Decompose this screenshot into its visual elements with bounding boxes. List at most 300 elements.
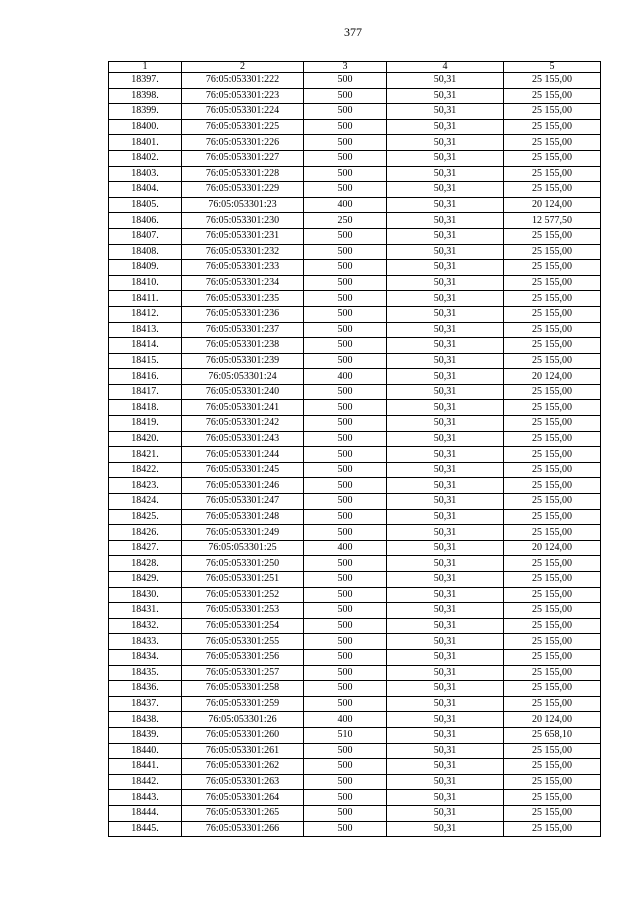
cadastral-number-cell: 76:05:053301:26 [182,712,304,728]
table-row [109,369,601,385]
row-number-cell: 18444. [109,805,182,821]
amount-cell: 25 155,00 [504,649,601,665]
amount-cell: 25 155,00 [504,696,601,712]
row-number-cell: 18400. [109,119,182,135]
row-number-cell: 18421. [109,447,182,463]
amount-cell: 25 155,00 [504,88,601,104]
amount-cell: 25 155,00 [504,743,601,759]
table-row [109,681,601,697]
amount-cell: 25 155,00 [504,338,601,354]
amount-cell: 25 155,00 [504,509,601,525]
row-number-cell: 18422. [109,462,182,478]
rate-cell: 50,31 [387,743,504,759]
rate-cell: 50,31 [387,618,504,634]
cadastral-number-cell: 76:05:053301:262 [182,759,304,775]
cadastral-number-cell: 76:05:053301:255 [182,634,304,650]
table-row [109,228,601,244]
table-row [109,587,601,603]
amount-cell: 25 155,00 [504,150,601,166]
table-row [109,743,601,759]
rate-cell: 50,31 [387,462,504,478]
cadastral-number-cell: 76:05:053301:232 [182,244,304,260]
amount-cell: 20 124,00 [504,540,601,556]
cadastral-number-cell: 76:05:053301:245 [182,462,304,478]
area-cell: 500 [304,353,387,369]
row-number-cell: 18407. [109,228,182,244]
area-cell: 500 [304,384,387,400]
area-cell: 400 [304,369,387,385]
amount-cell: 25 155,00 [504,73,601,89]
cadastral-number-cell: 76:05:053301:248 [182,509,304,525]
cadastral-number-cell: 76:05:053301:230 [182,213,304,229]
table-row [109,338,601,354]
row-number-cell: 18425. [109,509,182,525]
area-cell: 500 [304,665,387,681]
area-cell: 500 [304,104,387,120]
rate-cell: 50,31 [387,634,504,650]
amount-cell: 20 124,00 [504,369,601,385]
area-cell: 500 [304,228,387,244]
rate-cell: 50,31 [387,135,504,151]
rate-cell: 50,31 [387,431,504,447]
rate-cell: 50,31 [387,774,504,790]
table-row [109,88,601,104]
table-row [109,431,601,447]
cadastral-number-cell: 76:05:053301:241 [182,400,304,416]
area-cell: 500 [304,291,387,307]
cadastral-number-cell: 76:05:053301:223 [182,88,304,104]
row-number-cell: 18406. [109,213,182,229]
row-number-cell: 18413. [109,322,182,338]
area-cell: 500 [304,774,387,790]
registry-table-body [109,62,601,837]
row-number-cell: 18429. [109,572,182,588]
cadastral-number-cell: 76:05:053301:239 [182,353,304,369]
cadastral-number-cell: 76:05:053301:249 [182,525,304,541]
rate-cell: 50,31 [387,384,504,400]
table-row [109,73,601,89]
table-row [109,712,601,728]
amount-cell: 25 155,00 [504,182,601,198]
cadastral-number-cell: 76:05:053301:259 [182,696,304,712]
area-cell: 500 [304,244,387,260]
table-row [109,400,601,416]
amount-cell: 25 155,00 [504,306,601,322]
cadastral-number-cell: 76:05:053301:253 [182,603,304,619]
area-cell: 500 [304,306,387,322]
table-row [109,665,601,681]
table-row [109,540,601,556]
table-row [109,213,601,229]
table-row [109,572,601,588]
table-row [109,805,601,821]
area-cell: 500 [304,525,387,541]
amount-cell: 25 155,00 [504,104,601,120]
table-row [109,790,601,806]
rate-cell: 50,31 [387,150,504,166]
table-row [109,275,601,291]
cadastral-number-cell: 76:05:053301:234 [182,275,304,291]
cadastral-number-cell: 76:05:053301:236 [182,306,304,322]
rate-cell: 50,31 [387,244,504,260]
amount-cell: 20 124,00 [504,712,601,728]
rate-cell: 50,31 [387,275,504,291]
row-number-cell: 18433. [109,634,182,650]
amount-cell: 25 155,00 [504,275,601,291]
row-number-cell: 18415. [109,353,182,369]
rate-cell: 50,31 [387,369,504,385]
rate-cell: 50,31 [387,197,504,213]
table-row [109,821,601,837]
area-cell: 500 [304,509,387,525]
rate-cell: 50,31 [387,587,504,603]
cadastral-number-cell: 76:05:053301:227 [182,150,304,166]
cadastral-number-cell: 76:05:053301:242 [182,416,304,432]
row-number-cell: 18414. [109,338,182,354]
cadastral-number-cell: 76:05:053301:247 [182,494,304,510]
rate-cell: 50,31 [387,665,504,681]
area-cell: 500 [304,88,387,104]
amount-cell: 25 155,00 [504,556,601,572]
cadastral-number-cell: 76:05:053301:243 [182,431,304,447]
amount-cell: 25 155,00 [504,759,601,775]
cadastral-number-cell: 76:05:053301:231 [182,228,304,244]
amount-cell: 25 155,00 [504,665,601,681]
area-cell: 500 [304,743,387,759]
rate-cell: 50,31 [387,213,504,229]
table-row [109,104,601,120]
row-number-cell: 18424. [109,494,182,510]
area-cell: 500 [304,696,387,712]
area-cell: 500 [304,338,387,354]
rate-cell: 50,31 [387,509,504,525]
area-cell: 500 [304,150,387,166]
area-cell: 250 [304,213,387,229]
cadastral-number-cell: 76:05:053301:246 [182,478,304,494]
area-cell: 500 [304,618,387,634]
table-row [109,727,601,743]
cadastral-number-cell: 76:05:053301:252 [182,587,304,603]
area-cell: 500 [304,634,387,650]
table-row [109,634,601,650]
amount-cell: 25 155,00 [504,462,601,478]
rate-cell: 50,31 [387,306,504,322]
page-number: 377 [344,25,362,39]
table-row [109,774,601,790]
rate-cell: 50,31 [387,478,504,494]
row-number-cell: 18416. [109,369,182,385]
area-cell: 400 [304,712,387,728]
rate-cell: 50,31 [387,712,504,728]
rate-cell: 50,31 [387,416,504,432]
cadastral-number-cell: 76:05:053301:256 [182,649,304,665]
row-number-cell: 18432. [109,618,182,634]
area-cell: 500 [304,681,387,697]
amount-cell: 25 658,10 [504,727,601,743]
cadastral-number-cell: 76:05:053301:23 [182,197,304,213]
area-cell: 500 [304,135,387,151]
rate-cell: 50,31 [387,556,504,572]
amount-cell: 25 155,00 [504,587,601,603]
area-cell: 500 [304,556,387,572]
rate-cell: 50,31 [387,790,504,806]
row-number-cell: 18439. [109,727,182,743]
area-cell: 500 [304,400,387,416]
cadastral-number-cell: 76:05:053301:240 [182,384,304,400]
row-number-cell: 18405. [109,197,182,213]
area-cell: 500 [304,649,387,665]
column-header: 4 [387,62,504,73]
table-row [109,166,601,182]
row-number-cell: 18434. [109,649,182,665]
table-row [109,696,601,712]
row-number-cell: 18412. [109,306,182,322]
row-number-cell: 18401. [109,135,182,151]
amount-cell: 25 155,00 [504,478,601,494]
amount-cell: 25 155,00 [504,774,601,790]
rate-cell: 50,31 [387,494,504,510]
row-number-cell: 18404. [109,182,182,198]
cadastral-number-cell: 76:05:053301:24 [182,369,304,385]
rate-cell: 50,31 [387,447,504,463]
area-cell: 500 [304,572,387,588]
table-row [109,494,601,510]
amount-cell: 12 577,50 [504,213,601,229]
cadastral-number-cell: 76:05:053301:238 [182,338,304,354]
amount-cell: 25 155,00 [504,525,601,541]
cadastral-number-cell: 76:05:053301:229 [182,182,304,198]
rate-cell: 50,31 [387,291,504,307]
rate-cell: 50,31 [387,338,504,354]
rate-cell: 50,31 [387,649,504,665]
table-row [109,353,601,369]
row-number-cell: 18438. [109,712,182,728]
area-cell: 500 [304,182,387,198]
table-row [109,244,601,260]
table-row [109,322,601,338]
amount-cell: 25 155,00 [504,416,601,432]
area-cell: 500 [304,322,387,338]
area-cell: 500 [304,759,387,775]
amount-cell: 25 155,00 [504,135,601,151]
cadastral-number-cell: 76:05:053301:263 [182,774,304,790]
table-row [109,618,601,634]
table-row [109,478,601,494]
table-row [109,525,601,541]
cadastral-number-cell: 76:05:053301:254 [182,618,304,634]
cadastral-number-cell: 76:05:053301:233 [182,260,304,276]
rate-cell: 50,31 [387,525,504,541]
amount-cell: 25 155,00 [504,634,601,650]
row-number-cell: 18437. [109,696,182,712]
row-number-cell: 18402. [109,150,182,166]
amount-cell: 25 155,00 [504,119,601,135]
amount-cell: 25 155,00 [504,291,601,307]
row-number-cell: 18408. [109,244,182,260]
rate-cell: 50,31 [387,260,504,276]
amount-cell: 25 155,00 [504,572,601,588]
row-number-cell: 18420. [109,431,182,447]
amount-cell: 25 155,00 [504,821,601,837]
rate-cell: 50,31 [387,353,504,369]
rate-cell: 50,31 [387,182,504,198]
row-number-cell: 18411. [109,291,182,307]
table-row [109,649,601,665]
area-cell: 500 [304,603,387,619]
cadastral-number-cell: 76:05:053301:224 [182,104,304,120]
rate-cell: 50,31 [387,73,504,89]
amount-cell: 25 155,00 [504,166,601,182]
cadastral-number-cell: 76:05:053301:260 [182,727,304,743]
row-number-cell: 18398. [109,88,182,104]
table-row [109,509,601,525]
amount-cell: 25 155,00 [504,400,601,416]
header-row [109,62,601,73]
rate-cell: 50,31 [387,88,504,104]
area-cell: 500 [304,478,387,494]
amount-cell: 25 155,00 [504,353,601,369]
table-row [109,556,601,572]
area-cell: 500 [304,821,387,837]
amount-cell: 25 155,00 [504,260,601,276]
column-header: 1 [109,62,182,73]
cadastral-number-cell: 76:05:053301:225 [182,119,304,135]
table-row [109,291,601,307]
area-cell: 500 [304,416,387,432]
table-row [109,447,601,463]
area-cell: 500 [304,275,387,291]
row-number-cell: 18403. [109,166,182,182]
row-number-cell: 18399. [109,104,182,120]
rate-cell: 50,31 [387,727,504,743]
area-cell: 500 [304,447,387,463]
area-cell: 510 [304,727,387,743]
amount-cell: 25 155,00 [504,790,601,806]
area-cell: 500 [304,587,387,603]
row-number-cell: 18430. [109,587,182,603]
row-number-cell: 18419. [109,416,182,432]
rate-cell: 50,31 [387,696,504,712]
cadastral-number-cell: 76:05:053301:226 [182,135,304,151]
rate-cell: 50,31 [387,759,504,775]
amount-cell: 25 155,00 [504,228,601,244]
row-number-cell: 18428. [109,556,182,572]
area-cell: 500 [304,260,387,276]
amount-cell: 25 155,00 [504,447,601,463]
row-number-cell: 18443. [109,790,182,806]
row-number-cell: 18423. [109,478,182,494]
rate-cell: 50,31 [387,805,504,821]
column-header: 2 [182,62,304,73]
cadastral-number-cell: 76:05:053301:257 [182,665,304,681]
rate-cell: 50,31 [387,400,504,416]
table-row [109,119,601,135]
amount-cell: 25 155,00 [504,603,601,619]
table-row [109,150,601,166]
rate-cell: 50,31 [387,322,504,338]
cadastral-number-cell: 76:05:053301:264 [182,790,304,806]
table-row [109,416,601,432]
table-row [109,306,601,322]
cadastral-number-cell: 76:05:053301:250 [182,556,304,572]
amount-cell: 25 155,00 [504,805,601,821]
cadastral-number-cell: 76:05:053301:251 [182,572,304,588]
area-cell: 500 [304,431,387,447]
cadastral-number-cell: 76:05:053301:244 [182,447,304,463]
row-number-cell: 18397. [109,73,182,89]
cadastral-number-cell: 76:05:053301:222 [182,73,304,89]
rate-cell: 50,31 [387,540,504,556]
row-number-cell: 18440. [109,743,182,759]
rate-cell: 50,31 [387,681,504,697]
column-header: 5 [504,62,601,73]
area-cell: 500 [304,73,387,89]
area-cell: 400 [304,197,387,213]
row-number-cell: 18442. [109,774,182,790]
row-number-cell: 18436. [109,681,182,697]
cadastral-number-cell: 76:05:053301:266 [182,821,304,837]
table-row [109,135,601,151]
rate-cell: 50,31 [387,228,504,244]
row-number-cell: 18409. [109,260,182,276]
rate-cell: 50,31 [387,572,504,588]
table-row [109,384,601,400]
row-number-cell: 18427. [109,540,182,556]
row-number-cell: 18410. [109,275,182,291]
amount-cell: 25 155,00 [504,244,601,260]
cadastral-number-cell: 76:05:053301:258 [182,681,304,697]
amount-cell: 25 155,00 [504,494,601,510]
amount-cell: 25 155,00 [504,618,601,634]
row-number-cell: 18431. [109,603,182,619]
row-number-cell: 18445. [109,821,182,837]
row-number-cell: 18441. [109,759,182,775]
cadastral-number-cell: 76:05:053301:265 [182,805,304,821]
rate-cell: 50,31 [387,603,504,619]
rate-cell: 50,31 [387,119,504,135]
cadastral-number-cell: 76:05:053301:261 [182,743,304,759]
table-row [109,197,601,213]
rate-cell: 50,31 [387,821,504,837]
area-cell: 500 [304,790,387,806]
area-cell: 500 [304,119,387,135]
cadastral-number-cell: 76:05:053301:228 [182,166,304,182]
amount-cell: 25 155,00 [504,322,601,338]
amount-cell: 25 155,00 [504,384,601,400]
cadastral-number-cell: 76:05:053301:237 [182,322,304,338]
rate-cell: 50,31 [387,104,504,120]
row-number-cell: 18426. [109,525,182,541]
cadastral-number-cell: 76:05:053301:235 [182,291,304,307]
amount-cell: 25 155,00 [504,681,601,697]
rate-cell: 50,31 [387,166,504,182]
table-row [109,462,601,478]
table-row [109,759,601,775]
amount-cell: 25 155,00 [504,431,601,447]
column-header: 3 [304,62,387,73]
table-row [109,603,601,619]
table-row [109,182,601,198]
amount-cell: 20 124,00 [504,197,601,213]
area-cell: 500 [304,805,387,821]
registry-table [108,61,601,837]
area-cell: 500 [304,462,387,478]
row-number-cell: 18435. [109,665,182,681]
area-cell: 500 [304,494,387,510]
cadastral-number-cell: 76:05:053301:25 [182,540,304,556]
area-cell: 400 [304,540,387,556]
area-cell: 500 [304,166,387,182]
